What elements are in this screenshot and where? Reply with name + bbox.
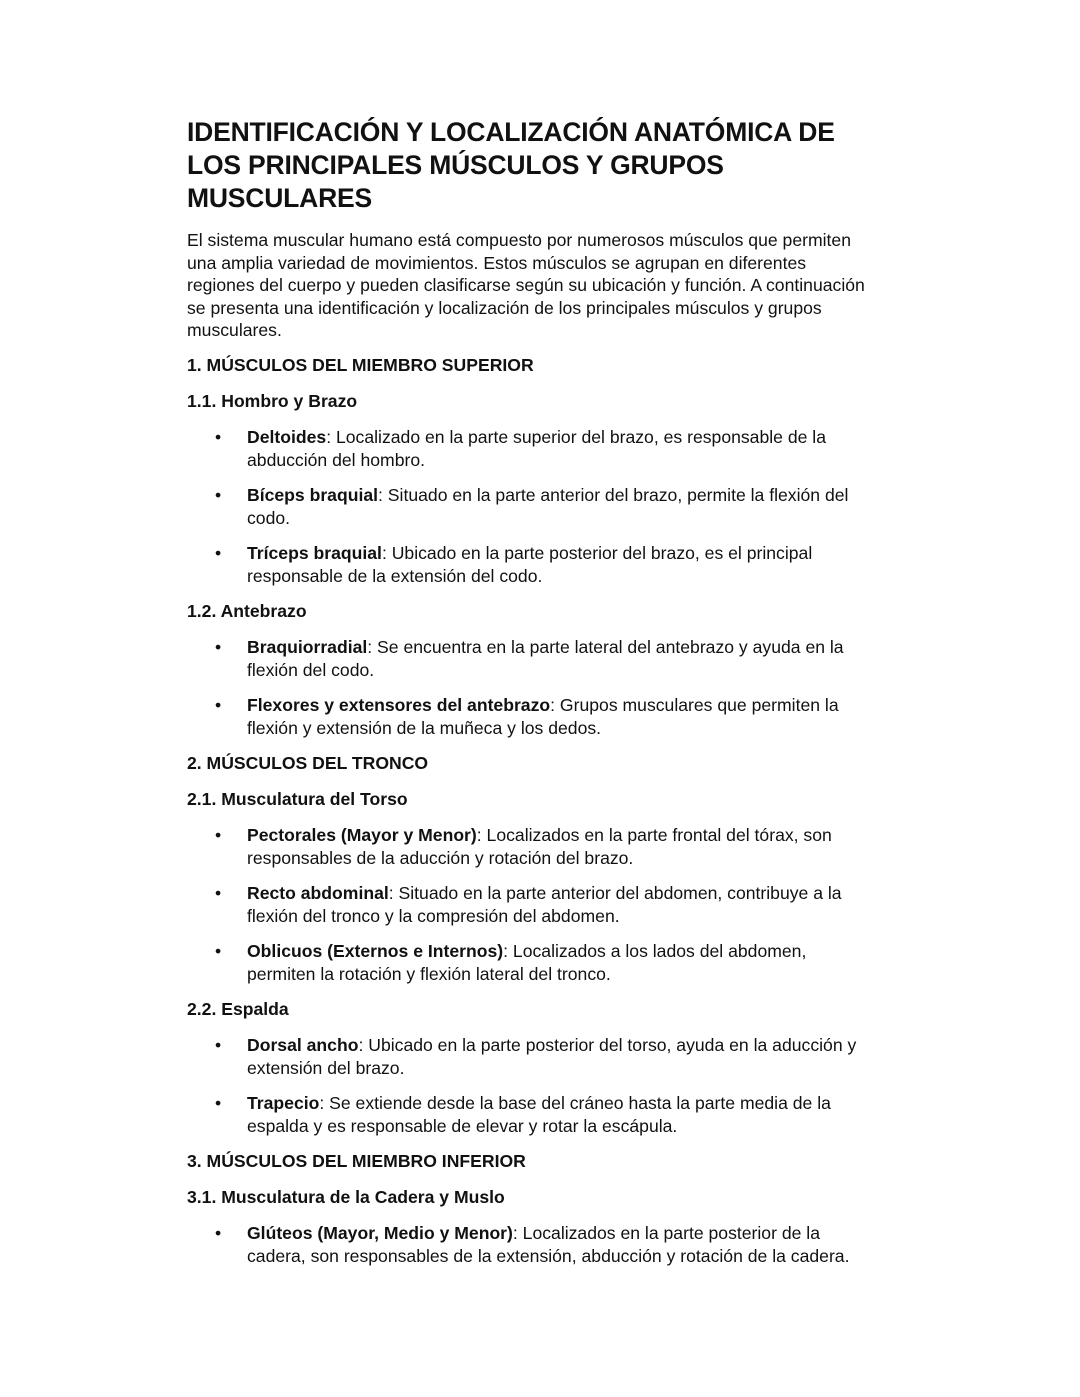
muscle-term: Glúteos (Mayor, Medio y Menor) [247,1222,513,1243]
muscle-term: Deltoides [247,426,327,447]
muscle-description: : Grupos musculares que permiten la [550,694,839,715]
muscle-list [187,1222,902,1268]
list-item [187,1034,902,1080]
bullet-icon: • [215,636,222,657]
list-item [187,426,902,472]
title-line: LOS PRINCIPALES MÚSCULOS Y GRUPOS [187,150,724,180]
muscle-list [187,636,902,740]
list-item [187,542,902,588]
document-page [187,116,902,1280]
muscle-description-cont: permiten la rotación y flexión lateral del tronco. [247,963,611,984]
muscle-term: Tríceps braquial [247,542,382,563]
muscle-description: : Se encuentra en la parte lateral del antebrazo y ayuda en la [367,636,844,657]
muscle-term: Trapecio [247,1092,320,1113]
bullet-icon: • [215,484,222,505]
bullet-icon: • [215,940,222,961]
muscle-description: : Ubicado en la parte posterior del brazo, es el principal [381,542,813,563]
bullet-icon: • [215,426,222,447]
muscle-description: : Situado en la parte anterior del brazo, permite la flexión del [378,484,849,505]
muscle-description: : Ubicado en la parte posterior del torso, ayuda en la aducción y [358,1034,857,1055]
list-item [187,940,902,986]
muscle-description: : Se extiende desde la base del cráneo hasta la parte media de la [319,1092,831,1113]
muscle-description-cont: flexión y extensión de la muñeca y los dedos. [247,717,602,738]
document-title [187,116,902,215]
subsection-heading: 1.2. Antebrazo [187,600,307,621]
title-line: MUSCULARES [187,183,372,213]
list-item [187,1092,902,1138]
intro-line: regiones del cuerpo y pueden clasificarse según su ubicación y función. A continuación [187,275,865,295]
section-heading: 3. MÚSCULOS DEL MIEMBRO INFERIOR [187,1150,526,1171]
bullet-icon: • [215,1092,222,1113]
subsection-heading: 1.1. Hombro y Brazo [187,390,358,411]
section-heading: 2. MÚSCULOS DEL TRONCO [187,752,429,773]
muscle-description-cont: espalda y es responsable de elevar y rotar la escápula. [247,1115,678,1136]
muscle-term: Flexores y extensores del antebrazo [247,694,551,715]
title-line: IDENTIFICACIÓN Y LOCALIZACIÓN ANATÓMICA DE [187,117,835,147]
muscle-description-cont: flexión del codo. [247,659,375,680]
muscle-description-cont: flexión del tronco y la compresión del abdomen. [247,905,620,926]
muscle-term: Pectorales (Mayor y Menor) [247,824,477,845]
list-item [187,882,902,928]
intro-line: musculares. [187,320,282,340]
bullet-icon: • [215,694,222,715]
muscle-description-cont: responsable de la extensión del codo. [247,565,543,586]
muscle-list [187,824,902,986]
list-item [187,484,902,530]
muscle-list [187,1034,902,1138]
list-item [187,636,902,682]
subsection-heading: 2.1. Musculatura del Torso [187,788,408,809]
muscle-term: Recto abdominal [247,882,389,903]
muscle-term: Braquiorradial [247,636,368,657]
muscle-description-cont: cadera, son responsables de la extensión, abducción y rotación de la cadera. [247,1245,850,1266]
muscle-description: : Localizados a los lados del abdomen, [503,940,807,961]
muscle-description: : Localizados en la parte frontal del tórax, son [476,824,832,845]
muscle-term: Bíceps braquial [247,484,379,505]
list-item [187,694,902,740]
muscle-term: Dorsal ancho [247,1034,359,1055]
muscle-description-cont: extensión del brazo. [247,1057,405,1078]
bullet-icon: • [215,542,222,563]
list-item [187,824,902,870]
muscle-description: : Localizado en la parte superior del brazo, es responsable de la [326,426,826,447]
subsection-heading: 3.1. Musculatura de la Cadera y Muslo [187,1186,505,1207]
list-item [187,1222,902,1268]
muscle-description-cont: codo. [247,507,291,528]
muscle-list [187,426,902,588]
bullet-icon: • [215,1222,222,1243]
muscle-description: : Situado en la parte anterior del abdomen, contribuye a la [388,882,842,903]
bullet-icon: • [215,882,222,903]
intro-line: una amplia variedad de movimientos. Estos músculos se agrupan en diferentes [187,252,807,273]
subsection-heading: 2.2. Espalda [187,998,289,1019]
muscle-description: : Localizados en la parte posterior de la [512,1222,820,1243]
bullet-icon: • [215,1034,222,1055]
muscle-description-cont: responsables de la aducción y rotación del brazo. [247,847,634,868]
section-heading: 1. MÚSCULOS DEL MIEMBRO SUPERIOR [187,354,534,375]
bullet-icon: • [215,824,222,845]
intro-line: se presenta una identificación y localización de los principales músculos y grupos [187,297,822,318]
intro-line: El sistema muscular humano está compuesto por numerosos músculos que permiten [187,230,851,250]
intro-paragraph [187,229,902,342]
muscle-term: Oblicuos (Externos e Internos) [247,940,504,961]
muscle-description-cont: abducción del hombro. [247,449,426,470]
